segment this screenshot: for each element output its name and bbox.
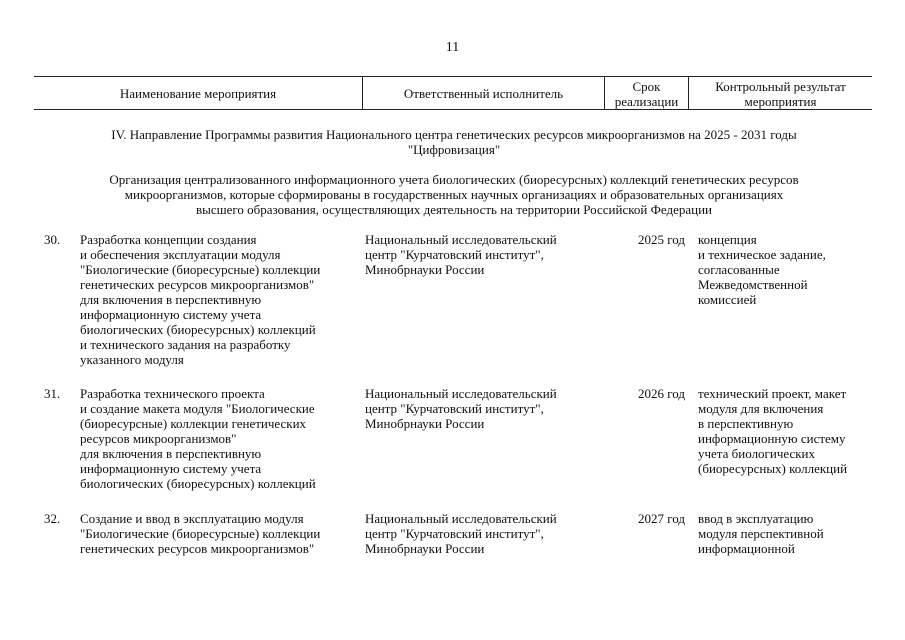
row-event: Создание и ввод в эксплуатацию модуля "Биологические (биоресурсные) коллекции генетических ресурсов микроорганизмов": [80, 511, 321, 556]
section-subtitle: Организация централизованного информационного учета биологических (биоресурсных) коллекций генетических ресурсов микроорганизмов, которые сформированы в государственных научных организациях и образовательных организациях высшего образования, осуществляющих деятельность на территории Российской Федерации: [109, 172, 799, 217]
row-event: Разработка концепции создания и обеспечения эксплуатации модуля "Биологические (биоресурсные) коллекции генетических ресурсов микроорганизмов" для включения в перспективную информационную систему учета биологических (биоресурсных) коллекций и технического задания на разработку указанного модуля: [80, 232, 321, 367]
row-number: 30.: [44, 232, 61, 247]
row-executor: Национальный исследовательский центр "Курчатовский институт", Минобрнауки России: [365, 232, 557, 277]
header-term: Срок реализации: [614, 79, 679, 109]
header-bottom-rule: [34, 109, 872, 110]
header-result: Контрольный результат мероприятия: [715, 79, 846, 109]
row-executor: Национальный исследовательский центр "Курчатовский институт", Минобрнауки России: [365, 511, 557, 556]
row-executor: Национальный исследовательский центр "Курчатовский институт", Минобрнауки России: [365, 386, 557, 431]
row-term: 2025 год: [638, 232, 685, 247]
row-result: технический проект, макет модуля для включения в перспективную информационную систему учета биологических (биоресурсных) коллекций: [698, 386, 848, 476]
header-top-rule: [34, 76, 872, 77]
page-number: 11: [445, 40, 460, 55]
header-executor: Ответственный исполнитель: [403, 86, 564, 101]
row-event: Разработка технического проекта и создание макета модуля "Биологические (биоресурсные) коллекции генетических ресурсов микроорганизмов" для включения в перспективную информационную систему учета биологических (биоресурсных) коллекций: [80, 386, 316, 491]
section-title: IV. Направление Программы развития Национального центра генетических ресурсов микроорганизмов на 2025 - 2031 годы "Цифровизация": [111, 127, 797, 157]
row-result: ввод в эксплуатацию модуля перспективной информационной: [698, 511, 824, 556]
row-number: 31.: [44, 386, 61, 401]
row-term: 2026 год: [638, 386, 685, 401]
row-number: 32.: [44, 511, 61, 526]
row-result: концепция и техническое задание, согласованные Межведомственной комиссией: [698, 232, 826, 307]
row-term: 2027 год: [638, 511, 685, 526]
header-event-name: Наименование мероприятия: [119, 86, 277, 101]
